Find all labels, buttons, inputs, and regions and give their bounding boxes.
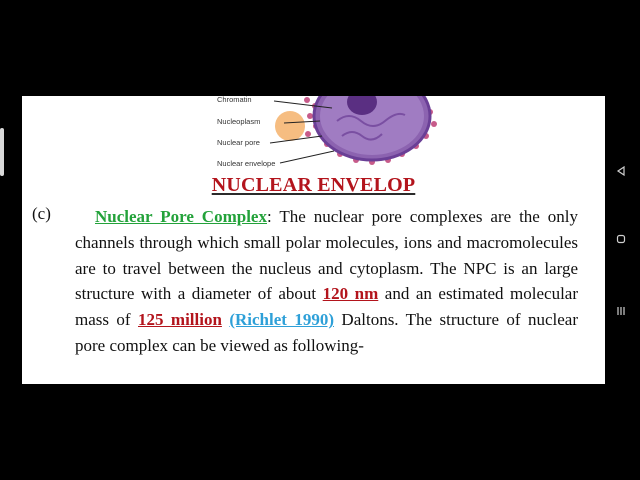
nuclear-pore-label: Nuclear pore (217, 138, 260, 147)
back-icon[interactable] (614, 164, 628, 178)
paragraph-text-2: and an estimated molecular mass of (75, 284, 579, 330)
left-edge-handle[interactable] (0, 128, 4, 176)
home-icon[interactable] (614, 232, 628, 246)
term-nuclear-pore-complex: Nuclear Pore Complex (95, 207, 267, 226)
citation-link[interactable]: (Richlet 1990) (229, 310, 335, 330)
nucleus-diagram (212, 96, 442, 170)
nucleoplasm-label: Nucleoplasm (217, 117, 261, 126)
document-page (22, 96, 605, 384)
paragraph-text-1: : The nuclear pore complexes are the only channels through which small polar molecules, ions and macromolecules are to travel between the nucleus and cytoplasm. The NPC is an large structure with a diameter of about (75, 207, 579, 304)
recents-icon[interactable] (614, 304, 628, 318)
paragraph-text-4: Daltons. The structure of nuclear pore complex can be viewed as following- (75, 310, 578, 355)
chromatin-label: Chromatin (217, 96, 252, 104)
diameter-value: 120 nm (322, 284, 379, 304)
section-label: (c) (32, 204, 51, 223)
body-paragraph (75, 204, 578, 359)
navigation-bar (614, 160, 630, 320)
heading-text: NUCLEAR ENVELOP (211, 174, 416, 196)
nuclear-envelope-label: Nuclear envelope (217, 159, 276, 168)
mass-value: 125 million (138, 310, 222, 330)
page-heading (22, 174, 605, 197)
